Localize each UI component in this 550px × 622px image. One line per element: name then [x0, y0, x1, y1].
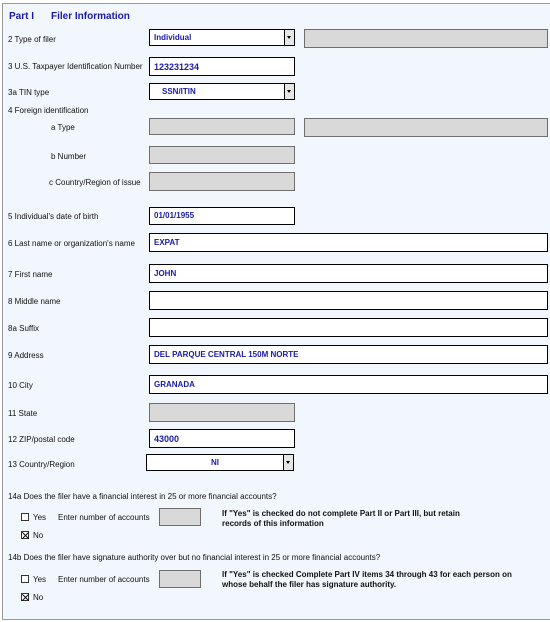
- dob-label: 5 Individual's date of birth: [8, 212, 99, 221]
- first-name-label: 7 First name: [8, 270, 53, 279]
- chevron-down-icon[interactable]: [283, 455, 293, 470]
- foreign-id-type-other-field: [304, 118, 548, 137]
- country-label: 13 Country/Region: [8, 460, 75, 469]
- q14b-note-line2: whose behalf the filer has signature authority.: [222, 580, 397, 589]
- last-name-input[interactable]: EXPAT: [149, 233, 548, 252]
- q14a-accounts-field: [159, 508, 201, 526]
- country-select[interactable]: [146, 454, 294, 471]
- first-name-input[interactable]: JOHN: [149, 264, 548, 283]
- tin-type-select[interactable]: [149, 83, 295, 100]
- tin-type-value: SSN/ITIN: [162, 87, 196, 96]
- tin-input[interactable]: 123231234: [149, 57, 295, 76]
- q14b-accounts-label: Enter number of accounts: [58, 575, 150, 584]
- q14b-note: [222, 570, 512, 590]
- q14a-no-checkbox[interactable]: [21, 531, 29, 539]
- zip-label: 12 ZIP/postal code: [8, 435, 75, 444]
- tin-label: 3 U.S. Taxpayer Identification Number: [8, 62, 143, 71]
- q14a-note-line1: If "Yes" is checked do not complete Part II or Part III, but retain: [222, 509, 460, 518]
- state-label: 11 State: [8, 409, 38, 418]
- dob-input[interactable]: 01/01/1955: [149, 207, 295, 225]
- foreign-id-country-label: c Country/Region of issue: [49, 178, 141, 187]
- q14b-note-line1: If "Yes" is checked Complete Part IV items 34 through 43 for each person on: [222, 570, 512, 579]
- q14b-no-label: No: [33, 593, 44, 602]
- q14a-no-label: No: [33, 531, 44, 540]
- middle-name-label: 8 Middle name: [8, 297, 61, 306]
- foreign-id-country-field: [149, 172, 295, 191]
- q14b-accounts-field: [159, 570, 201, 588]
- part-title: Filer Information: [51, 11, 130, 22]
- type-of-filer-value: Individual: [154, 33, 192, 42]
- foreign-id-number-field: [149, 146, 295, 164]
- middle-name-input[interactable]: [149, 291, 548, 310]
- foreign-id-label: 4 Foreign identification: [8, 106, 89, 115]
- foreign-id-type-field: [149, 118, 295, 135]
- type-of-filer-select[interactable]: [149, 29, 295, 46]
- foreign-id-number-label: b Number: [51, 152, 87, 161]
- foreign-id-type-label: a Type: [51, 123, 75, 132]
- tin-type-label: 3a TIN type: [8, 88, 50, 97]
- type-of-filer-label: 2 Type of filer: [8, 35, 56, 44]
- suffix-input[interactable]: [149, 318, 548, 337]
- q14a-yes-checkbox[interactable]: [21, 513, 29, 521]
- q14b-yes-checkbox[interactable]: [21, 575, 29, 583]
- chevron-down-icon[interactable]: [284, 84, 294, 99]
- city-label: 10 City: [8, 381, 33, 390]
- q14b-question: 14b Does the filer have signature authority over but no financial interest in 25 or more financial accounts?: [8, 553, 381, 562]
- q14a-accounts-label: Enter number of accounts: [58, 513, 150, 522]
- type-of-filer-other-field: [304, 29, 548, 48]
- suffix-label: 8a Suffix: [8, 324, 39, 333]
- state-field: [149, 403, 295, 422]
- part-number: Part I: [9, 11, 35, 22]
- address-input[interactable]: DEL PARQUE CENTRAL 150M NORTE: [149, 345, 548, 364]
- chevron-down-icon[interactable]: [284, 30, 294, 45]
- q14b-no-checkbox[interactable]: [21, 593, 29, 601]
- country-value: NI: [211, 458, 219, 467]
- city-input[interactable]: GRANADA: [149, 375, 548, 394]
- q14a-note-line2: records of this information: [222, 519, 324, 528]
- q14b-yes-label: Yes: [33, 575, 47, 584]
- zip-input[interactable]: 43000: [149, 429, 295, 448]
- address-label: 9 Address: [8, 351, 44, 360]
- q14a-note: [222, 509, 460, 529]
- last-name-label: 6 Last name or organization's name: [8, 239, 135, 248]
- q14a-yes-label: Yes: [33, 513, 47, 522]
- filer-information-form: [2, 3, 550, 620]
- q14a-question: 14a Does the filer have a financial interest in 25 or more financial accounts?: [8, 492, 277, 501]
